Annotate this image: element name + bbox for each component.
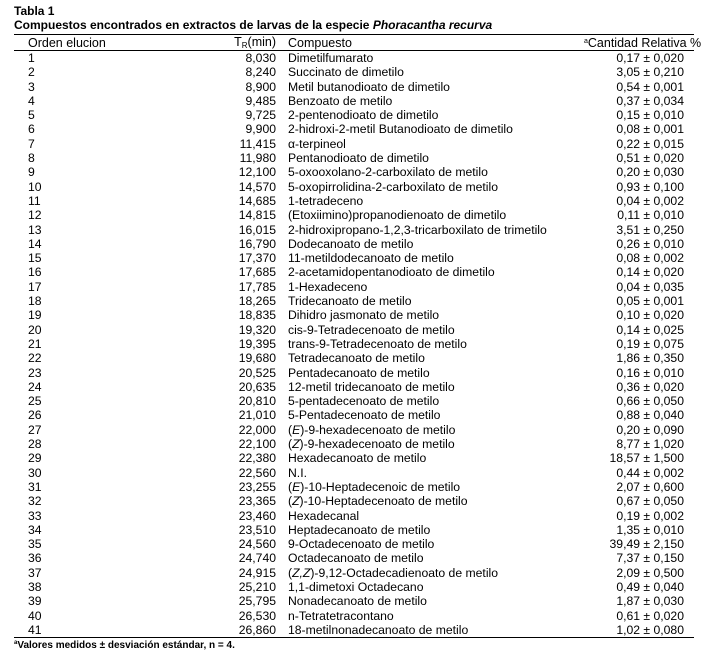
cell-cantidad: 2,09 ± 0,500 xyxy=(616,565,684,580)
cell-orden: 29 xyxy=(28,451,42,466)
table-row xyxy=(14,523,694,537)
table-row xyxy=(14,609,694,623)
table-row xyxy=(14,451,694,465)
cell-tr: 25,210 xyxy=(238,579,276,594)
cell-compuesto: 18-metilnonadecanoato de metilo xyxy=(288,622,469,637)
cell-tr: 19,320 xyxy=(238,322,276,337)
cell-orden: 9 xyxy=(28,165,35,180)
cell-cantidad: 0,66 ± 0,050 xyxy=(616,394,684,409)
cell-orden: 33 xyxy=(28,508,42,523)
cell-cantidad: 3,51 ± 0,250 xyxy=(616,222,684,237)
cell-compuesto: 1,1-dimetoxi Octadecano xyxy=(288,579,424,594)
cell-tr: 11,415 xyxy=(239,136,276,151)
cell-tr: 22,560 xyxy=(238,465,276,480)
table-row xyxy=(14,280,694,294)
table-container xyxy=(14,4,702,652)
cell-cantidad: 1,02 ± 0,080 xyxy=(616,622,684,637)
cell-compuesto: 5-oxooxolano-2-carboxilato de metilo xyxy=(288,165,488,180)
compounds-table xyxy=(14,34,702,638)
table-row xyxy=(14,551,694,565)
cell-tr: 20,525 xyxy=(238,365,276,380)
cell-orden: 32 xyxy=(28,494,42,509)
cell-compuesto: (Z,Z)-9,12-Octadecadienoato de metilo xyxy=(288,565,499,580)
cell-tr: 20,635 xyxy=(238,379,276,394)
cell-tr: 16,790 xyxy=(238,236,276,251)
header-tr-unit: (min) xyxy=(247,35,276,49)
cell-cantidad: 0,20 ± 0,030 xyxy=(616,165,684,180)
cell-compuesto: Metil butanodioato de dimetilo xyxy=(288,79,450,94)
stereo-descriptor: E xyxy=(292,479,301,494)
stereo-descriptor: Z,Z xyxy=(292,565,311,580)
cell-tr: 18,265 xyxy=(238,294,276,309)
cell-compuesto: 2-pentenodioato de dimetilo xyxy=(288,108,439,123)
cell-cantidad: 0,61 ± 0,020 xyxy=(616,608,684,623)
cell-orden: 2 xyxy=(28,65,35,80)
cell-tr: 23,460 xyxy=(238,508,276,523)
cell-compuesto: Tridecanoato de metilo xyxy=(288,294,412,309)
header-cantidad-label: Cantidad Relativa % xyxy=(587,35,702,50)
cell-compuesto: α-terpineol xyxy=(288,136,346,151)
header-compuesto: Compuesto xyxy=(288,35,352,50)
table-row xyxy=(14,380,694,394)
cell-orden: 28 xyxy=(28,437,42,452)
cell-orden: 13 xyxy=(28,222,42,237)
cell-cantidad: 0,93 ± 0,100 xyxy=(616,179,684,194)
table-row xyxy=(14,223,694,237)
table-row xyxy=(14,251,694,265)
cell-orden: 35 xyxy=(28,537,42,552)
cell-orden: 31 xyxy=(28,479,42,494)
cell-tr: 22,100 xyxy=(238,437,276,452)
cell-tr: 8,240 xyxy=(245,65,276,80)
cell-compuesto: Nonadecanoato de metilo xyxy=(288,594,427,609)
cell-cantidad: 0,44 ± 0,002 xyxy=(616,465,684,480)
cell-tr: 17,785 xyxy=(238,279,276,294)
table-row xyxy=(14,537,694,551)
cell-cantidad: 0,08 ± 0,001 xyxy=(616,122,684,137)
cell-orden: 16 xyxy=(28,265,42,280)
cell-compuesto: Pentadecanoato de metilo xyxy=(288,365,430,380)
table-row xyxy=(14,80,694,94)
cell-compuesto: 2-acetamidopentanodioato de dimetilo xyxy=(288,265,495,280)
cell-cantidad: 0,05 ± 0,001 xyxy=(616,294,684,309)
cell-cantidad: 0,37 ± 0,034 xyxy=(616,93,684,108)
table-body xyxy=(14,51,694,638)
table-row xyxy=(14,237,694,251)
table-row xyxy=(14,51,694,66)
cell-tr: 14,685 xyxy=(238,193,276,208)
stereo-descriptor: E xyxy=(292,422,301,437)
cell-orden: 7 xyxy=(28,136,35,151)
caption-text: Compuestos encontrados en extractos de larvas de la especie xyxy=(14,18,373,32)
cell-cantidad: 8,77 ± 1,020 xyxy=(616,437,684,452)
cell-compuesto: Octadecanoato de metilo xyxy=(288,551,424,566)
cell-orden: 30 xyxy=(28,465,42,480)
cell-cantidad: 1,86 ± 0,350 xyxy=(616,351,684,366)
cell-orden: 4 xyxy=(28,93,35,108)
cell-tr: 18,835 xyxy=(238,308,276,323)
cell-compuesto: 2-hidroxipropano-1,2,3-tricarboxilato de trimetilo xyxy=(288,222,547,237)
cell-cantidad: 0,22 ± 0,015 xyxy=(616,136,684,151)
header-tr-main: T xyxy=(234,35,242,49)
cell-cantidad: 0,17 ± 0,020 xyxy=(616,51,684,65)
cell-compuesto: Hexadecanal xyxy=(288,508,360,523)
cell-compuesto: 12-metil tridecanoato de metilo xyxy=(288,379,455,394)
table-row xyxy=(14,194,694,208)
cell-compuesto: Pentanodioato de dimetilo xyxy=(288,151,429,166)
cell-cantidad: 0,04 ± 0,002 xyxy=(616,193,684,208)
table-row xyxy=(14,437,694,451)
cell-tr: 24,915 xyxy=(238,565,276,580)
cell-cantidad: 3,05 ± 0,210 xyxy=(616,65,684,80)
cell-compuesto: Dimetilfumarato xyxy=(288,51,374,65)
table-row xyxy=(14,351,694,365)
cell-compuesto: 2-hidroxi-2-metil Butanodioato de dimetilo xyxy=(288,122,513,137)
cell-tr: 22,380 xyxy=(238,451,276,466)
cell-tr: 23,365 xyxy=(238,494,276,509)
stereo-descriptor: Z xyxy=(292,437,300,452)
table-row xyxy=(14,65,694,79)
header-tr xyxy=(204,35,284,51)
cell-orden: 34 xyxy=(28,522,42,537)
table-row xyxy=(14,265,694,279)
cell-tr: 14,815 xyxy=(238,208,276,223)
table-footnote xyxy=(14,640,694,651)
cell-compuesto: 9-Octadecenoato de metilo xyxy=(288,537,435,552)
table-row xyxy=(14,366,694,380)
footnote-sup: a xyxy=(14,640,18,647)
cell-cantidad: 0,54 ± 0,001 xyxy=(616,79,684,94)
cell-tr: 24,560 xyxy=(238,537,276,552)
cell-compuesto: (Z)-10-Heptadecenoato de metilo xyxy=(288,494,468,509)
cell-compuesto: Dodecanoato de metilo xyxy=(288,236,414,251)
cell-compuesto: 5-oxopirrolidina-2-carboxilato de metilo xyxy=(288,179,498,194)
cell-cantidad: 0,51 ± 0,020 xyxy=(616,151,684,166)
cell-cantidad: 0,67 ± 0,050 xyxy=(616,494,684,509)
cell-cantidad: 0,10 ± 0,020 xyxy=(616,308,684,323)
cell-cantidad: 0,14 ± 0,020 xyxy=(616,265,684,280)
cell-tr: 17,685 xyxy=(238,265,276,280)
cell-tr: 26,860 xyxy=(238,622,276,637)
cell-cantidad: 7,37 ± 0,150 xyxy=(616,551,684,566)
cell-compuesto: N.I. xyxy=(288,465,307,480)
cell-orden: 15 xyxy=(28,251,42,266)
cell-tr: 19,395 xyxy=(238,336,276,351)
table-row xyxy=(14,408,694,422)
cell-cantidad: 0,26 ± 0,010 xyxy=(616,236,684,251)
table-row xyxy=(14,323,694,337)
table-row xyxy=(14,594,694,608)
cell-orden: 6 xyxy=(28,122,35,137)
cell-cantidad: 0,04 ± 0,035 xyxy=(616,279,684,294)
cell-tr: 22,000 xyxy=(238,422,276,437)
table-number: Tabla 1 xyxy=(14,4,55,18)
cell-orden: 1 xyxy=(28,51,35,65)
cell-tr: 17,370 xyxy=(238,251,276,266)
table-row xyxy=(14,294,694,308)
cell-compuesto: Tetradecanoato de metilo xyxy=(288,351,425,366)
cell-cantidad: 0,49 ± 0,040 xyxy=(616,579,684,594)
cell-orden: 26 xyxy=(28,408,42,423)
cell-cantidad: 0,88 ± 0,040 xyxy=(616,408,684,423)
cell-tr: 12,100 xyxy=(238,165,276,180)
table-header xyxy=(14,35,702,51)
cell-tr: 23,255 xyxy=(238,479,276,494)
cell-tr: 8,030 xyxy=(245,51,276,65)
cell-cantidad: 0,36 ± 0,020 xyxy=(616,379,684,394)
table-row xyxy=(14,308,694,322)
cell-cantidad: 0,16 ± 0,010 xyxy=(616,365,684,380)
header-cantidad xyxy=(584,35,702,51)
cell-tr: 16,015 xyxy=(238,222,276,237)
table-row xyxy=(14,337,694,351)
cell-cantidad: 0,11 ± 0,010 xyxy=(617,208,684,223)
cell-tr: 9,485 xyxy=(245,93,276,108)
cell-orden: 41 xyxy=(28,622,42,637)
table-row xyxy=(14,180,694,194)
cell-orden: 11 xyxy=(28,193,41,208)
header-tr-sub: R xyxy=(241,41,248,50)
header-orden: Orden elucion xyxy=(28,35,106,50)
header-cantidad-sup: a xyxy=(584,37,588,45)
cell-orden: 20 xyxy=(28,322,42,337)
cell-cantidad: 0,14 ± 0,025 xyxy=(616,322,684,337)
cell-orden: 12 xyxy=(28,208,42,223)
table-row xyxy=(14,566,694,580)
cell-orden: 8 xyxy=(28,151,35,166)
cell-compuesto: Benzoato de metilo xyxy=(288,93,393,108)
cell-cantidad: 39,49 ± 2,150 xyxy=(609,537,684,552)
cell-orden: 36 xyxy=(28,551,42,566)
cell-tr: 20,810 xyxy=(238,394,276,409)
cell-compuesto: Dihidro jasmonato de metilo xyxy=(288,308,440,323)
cell-tr: 21,010 xyxy=(238,408,276,423)
cell-orden: 5 xyxy=(28,108,35,123)
cell-cantidad: 0,08 ± 0,002 xyxy=(616,251,684,266)
table-row xyxy=(14,122,694,136)
cell-compuesto: trans-9-Tetradecenoato de metilo xyxy=(288,336,467,351)
cell-tr: 9,725 xyxy=(245,108,276,123)
cell-compuesto: n-Tetratetracontano xyxy=(288,608,394,623)
table-row xyxy=(14,151,694,165)
table-row xyxy=(14,94,694,108)
cell-orden: 38 xyxy=(28,579,42,594)
cell-compuesto: 1-Hexadeceno xyxy=(288,279,368,294)
cell-orden: 39 xyxy=(28,594,42,609)
cell-orden: 10 xyxy=(28,179,42,194)
stereo-descriptor: Z xyxy=(292,494,300,509)
cell-tr: 11,980 xyxy=(239,151,276,166)
cell-compuesto: 5-pentadecenoato de metilo xyxy=(288,394,440,409)
cell-tr: 9,900 xyxy=(245,122,276,137)
cell-cantidad: 2,07 ± 0,600 xyxy=(616,479,684,494)
cell-orden: 24 xyxy=(28,379,42,394)
cell-tr: 19,680 xyxy=(238,351,276,366)
cell-compuesto: 5-Pentadecenoato de metilo xyxy=(288,408,441,423)
caption-species: Phoracantha recurva xyxy=(372,18,493,32)
table-row xyxy=(14,208,694,222)
table-row xyxy=(14,165,694,179)
table-caption xyxy=(14,18,694,32)
cell-orden: 40 xyxy=(28,608,42,623)
cell-tr: 24,740 xyxy=(238,551,276,566)
cell-tr: 8,900 xyxy=(245,79,276,94)
cell-orden: 14 xyxy=(28,236,42,251)
cell-compuesto: (Z)-9-hexadecenoato de metilo xyxy=(288,437,455,452)
cell-cantidad: 1,35 ± 0,010 xyxy=(616,522,684,537)
table-row xyxy=(14,480,694,494)
cell-cantidad: 0,19 ± 0,002 xyxy=(616,508,684,523)
table-row xyxy=(14,466,694,480)
footnote-text: Valores medidos ± desviación estándar, n = 4. xyxy=(17,640,235,652)
cell-tr: 23,510 xyxy=(238,522,276,537)
cell-cantidad: 1,87 ± 0,030 xyxy=(616,594,684,609)
table-row xyxy=(14,494,694,508)
cell-tr: 14,570 xyxy=(238,179,276,194)
cell-orden: 25 xyxy=(28,394,42,409)
cell-orden: 27 xyxy=(28,422,42,437)
cell-compuesto: 11-metildodecanoato de metilo xyxy=(288,251,454,266)
cell-compuesto: cis-9-Tetradecenoato de metilo xyxy=(288,322,455,337)
cell-orden: 22 xyxy=(28,351,42,366)
cell-orden: 18 xyxy=(28,294,42,309)
table-row xyxy=(14,509,694,523)
cell-compuesto: (E)-10-Heptadecenoic de metilo xyxy=(288,479,461,494)
table-row xyxy=(14,580,694,594)
header-row xyxy=(14,35,694,51)
cell-tr: 26,530 xyxy=(238,608,276,623)
table-row xyxy=(14,137,694,151)
cell-compuesto: Heptadecanoato de metilo xyxy=(288,522,431,537)
cell-compuesto: (E)-9-hexadecenoato de metilo xyxy=(288,422,456,437)
cell-orden: 3 xyxy=(28,79,35,94)
cell-tr: 25,795 xyxy=(238,594,276,609)
cell-compuesto: 1-tetradeceno xyxy=(288,193,364,208)
table-row xyxy=(14,623,694,638)
cell-cantidad: 18,57 ± 1,500 xyxy=(609,451,684,466)
cell-compuesto: Hexadecanoato de metilo xyxy=(288,451,427,466)
cell-orden: 37 xyxy=(28,565,42,580)
cell-orden: 19 xyxy=(28,308,42,323)
cell-orden: 21 xyxy=(28,336,42,351)
cell-orden: 23 xyxy=(28,365,42,380)
table-row xyxy=(14,423,694,437)
cell-cantidad: 0,15 ± 0,010 xyxy=(616,108,684,123)
cell-orden: 17 xyxy=(28,279,42,294)
cell-cantidad: 0,19 ± 0,075 xyxy=(616,336,684,351)
cell-compuesto: Succinato de dimetilo xyxy=(288,65,404,80)
table-row xyxy=(14,108,694,122)
cell-compuesto: (Etoxiimino)propanodienoato de dimetilo xyxy=(288,208,507,223)
cell-cantidad: 0,20 ± 0,090 xyxy=(616,422,684,437)
table-row xyxy=(14,394,694,408)
